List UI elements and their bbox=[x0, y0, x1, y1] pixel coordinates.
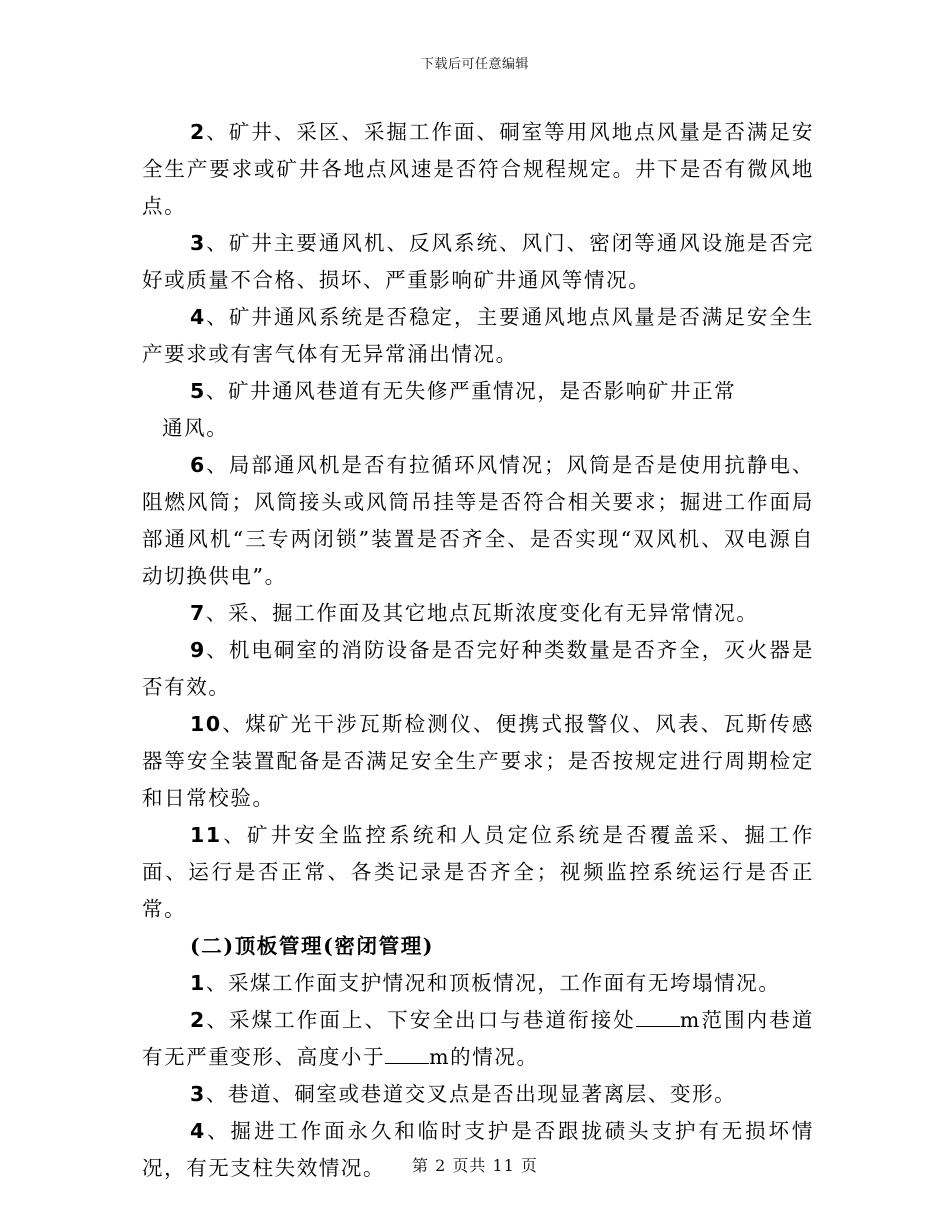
paragraph-roof-item-2 bbox=[142, 1002, 814, 1076]
paragraph-text: m的情况。 bbox=[429, 1045, 539, 1069]
item-number: 5 bbox=[190, 379, 206, 403]
item-number: 3 bbox=[190, 231, 206, 255]
paragraph-text: 、采煤工作面上、下安全出口与巷道衔接处 bbox=[205, 1008, 636, 1032]
paragraph-text: 、采、掘工作面及其它地点瓦斯浓度变化有无异常情况。 bbox=[205, 601, 759, 625]
paragraph-text: 、掘进工作面永久和临时支护是否跟拢碛头支护有无损坏情况，有无支柱失效情况。 bbox=[142, 1119, 814, 1180]
paragraph-text: 、矿井、采区、采掘工作面、硐室等用风地点风量是否满足安全生产要求或矿井各地点风速是否符合规程规定。井下是否有微风地点。 bbox=[142, 120, 814, 218]
paragraph-text: 、机电硐室的消防设备是否完好种类数量是否齐全，灭火器是否有效。 bbox=[142, 638, 814, 699]
page-footer: 第 2 页共 11 页 bbox=[412, 1156, 538, 1175]
fill-in-blank bbox=[385, 1045, 429, 1064]
paragraph-text: 、矿井主要通风机、反风系统、风门、密闭等通风设施是否完好或质量不合格、损坏、严重影响矿井通风等情况。 bbox=[142, 231, 814, 292]
paragraph-ventilation-item-7 bbox=[142, 595, 814, 632]
page-header: 下载后可任意编辑 bbox=[420, 57, 529, 72]
paragraph-roof-item-3 bbox=[142, 1076, 814, 1113]
paragraph-text: 、采煤工作面支护情况和顶板情况，工作面有无垮塌情况。 bbox=[205, 971, 781, 995]
paragraph-ventilation-item-3 bbox=[142, 225, 814, 299]
item-number: 11 bbox=[190, 823, 222, 847]
paragraph-ventilation-item-4 bbox=[142, 299, 814, 373]
paragraph-text: 、矿井通风系统是否稳定，主要通风地点风量是否满足安全生产要求或有害气体有无异常涌出情况。 bbox=[142, 305, 814, 366]
paragraph-ventilation-item-10 bbox=[142, 706, 814, 817]
item-number: 7 bbox=[190, 601, 206, 625]
section-heading-text: (二)顶板管理(密闭管理) bbox=[190, 934, 435, 958]
paragraph-ventilation-item-2 bbox=[142, 114, 814, 225]
document-body bbox=[142, 114, 814, 1187]
fill-in-blank bbox=[636, 1008, 680, 1027]
paragraph-text: 、矿井安全监控系统和人员定位系统是否覆盖采、掘工作面、运行是否正常、各类记录是否齐全；视频监控系统运行是否正常。 bbox=[142, 823, 814, 921]
paragraph-ventilation-item-5 bbox=[142, 373, 814, 410]
paragraph-ventilation-item-5-continued bbox=[142, 410, 814, 447]
paragraph-text: 、矿井通风巷道有无失修严重情况，是否影响矿井正常 bbox=[205, 379, 737, 403]
paragraph-text: m范围内巷道有无严重变形、高度小于 bbox=[142, 1008, 814, 1069]
item-number: 2 bbox=[190, 1008, 206, 1032]
item-number: 1 bbox=[190, 971, 206, 995]
item-number: 4 bbox=[190, 1119, 206, 1143]
paragraph-ventilation-item-6 bbox=[142, 447, 814, 595]
paragraph-roof-item-1 bbox=[142, 965, 814, 1002]
paragraph-ventilation-item-9 bbox=[142, 632, 814, 706]
paragraph-text: 、局部通风机是否有拉循环风情况；风筒是否是使用抗静电、阻燃风筒；风筒接头或风筒吊挂等是否符合相关要求；掘进工作面局部通风机“三专两闭锁”装置是否齐全、是否实现“双风机、双电源自动切换供电”。 bbox=[142, 453, 814, 588]
paragraph-ventilation-item-11 bbox=[142, 817, 814, 928]
item-number: 6 bbox=[190, 453, 206, 477]
item-number: 4 bbox=[190, 305, 206, 329]
item-number: 2 bbox=[190, 120, 206, 144]
item-number: 3 bbox=[190, 1082, 206, 1106]
paragraph-text: 、煤矿光干涉瓦斯检测仪、便携式报警仪、风表、瓦斯传感器等安全装置配备是否满足安全生产要求；是否按规定进行周期检定和日常校验。 bbox=[142, 712, 814, 810]
section-heading-roof-management bbox=[142, 928, 814, 965]
item-number: 10 bbox=[190, 712, 222, 736]
item-number: 9 bbox=[190, 638, 206, 662]
paragraph-text: 、巷道、硐室或巷道交叉点是否出现显著离层、变形。 bbox=[205, 1082, 737, 1106]
paragraph-text: 通风。 bbox=[162, 416, 229, 440]
